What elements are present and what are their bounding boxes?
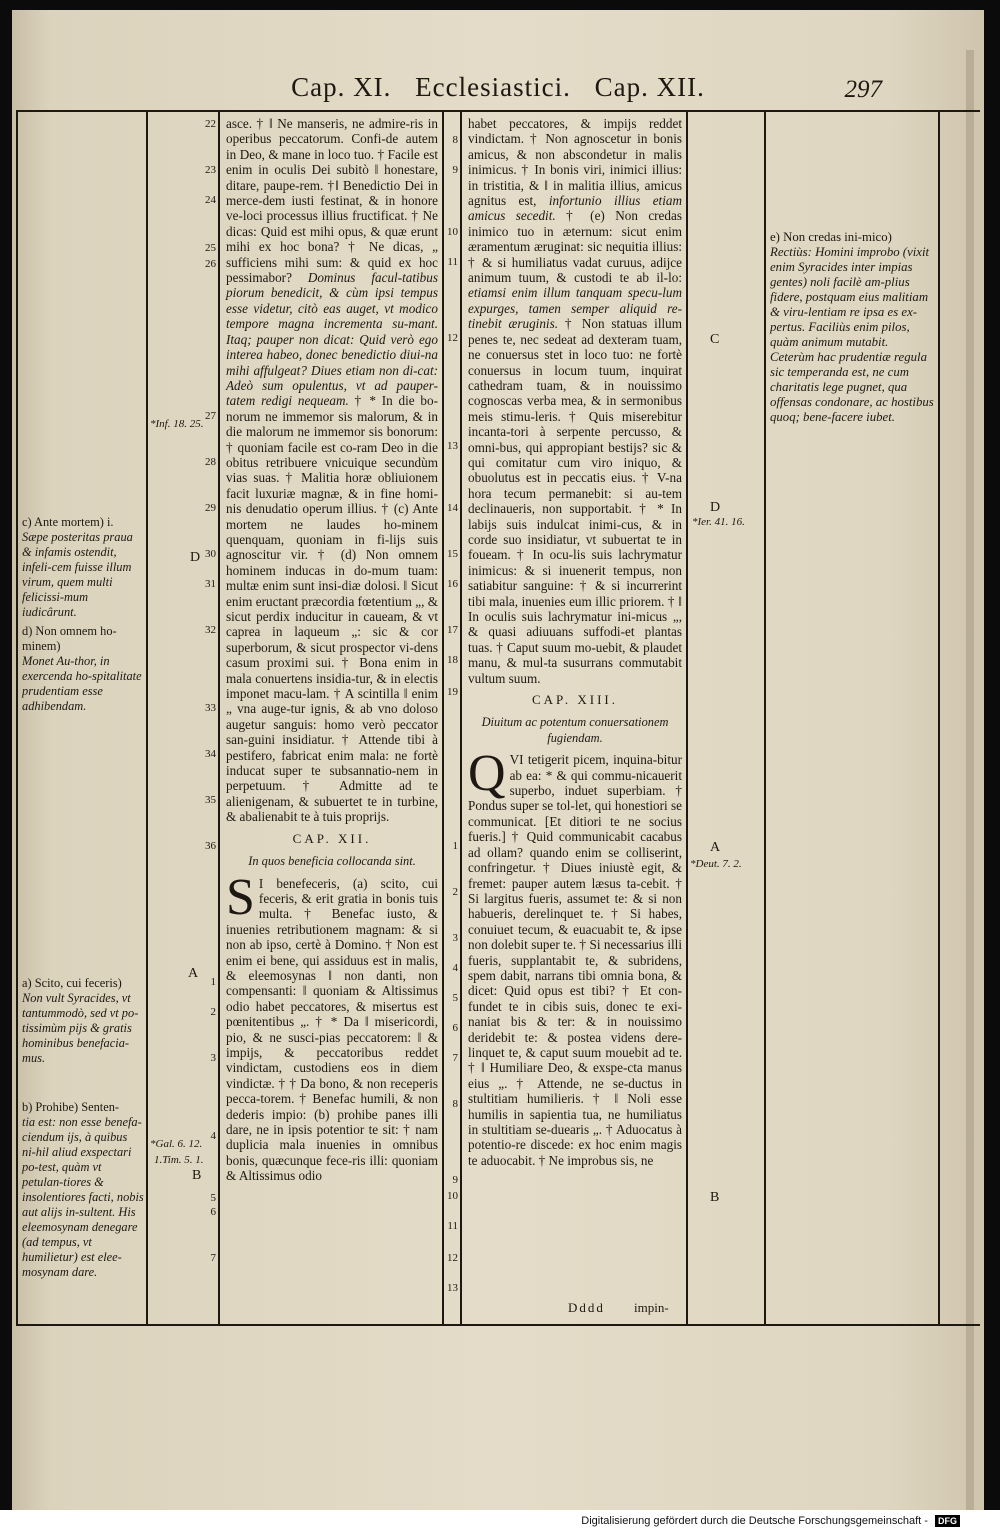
text-run: I benefeceris, (a) scito, cui feceris, & erit gratia in bonis tuis multa. † Benefac iusto, & inuenies retributionem magnam: & si non ab ipso, certè à Domino. † Non est enim ei bene, qui assiduus est in malis, & eleemosynas ‖ non danti, non compensanti: ‖ quoniam & Altissimus odio habet peccatores, & misertus est pœnitentibus „. † * Da ‖ misericordi, pio, & ne susci-pias peccatorem: ‖ & impijs, & peccatoribus reddet vindictam, custodiens eos in diem vindictæ. † † Da bono, & non receperis pecca-torem. † Benefac humili, & non dederis impio: (b) prohibe panes illi dare, ne in ipsis potentior te sit: † nam duplicia mala inuenies in omnibus bonis, quæcunque fece-ris illi: quoniam & Altissimus odio: [226, 875, 438, 1184]
note-body: Rectiùs: Homini improbo (vixit enim Syracides inter impias gentes) noli facilè am-plius fidere, postquam eius malitiam & viru-lentiam re ipsa es ex-pertus. Faciliùs enim pilos, quàm animum mutabit. Ceterùm hac prudentiæ regula sic temperanda est, ne cum charitatis lege pugnet, qua offensas condonare, ac hostibus quoq; bene-facere iubet.: [770, 245, 934, 424]
verse-number: 10: [447, 226, 458, 238]
verse-number: 5: [452, 992, 458, 1004]
text-column-1: [226, 116, 438, 1184]
crossref-gal: *Gal. 6. 12.: [150, 1138, 203, 1150]
verse-number: 3: [452, 932, 458, 944]
verse-number: 10: [447, 1190, 458, 1202]
paragraph: [468, 116, 682, 686]
italic-gloss: infortunio illius etiam amicus secedit.: [468, 193, 683, 224]
verse-number: 26: [205, 258, 216, 270]
note-rule-right: [764, 110, 766, 1326]
left-frame-rule: [16, 110, 18, 1326]
chapter-summary: In quos beneficia collocanda sint.: [248, 854, 416, 869]
verse-number: 11: [447, 256, 458, 268]
section-letter-d: D: [710, 500, 721, 515]
crossref-deut: *Deut. 7. 2.: [690, 858, 742, 870]
section-letter-b: B: [710, 1190, 720, 1205]
verse-number: 2: [452, 886, 458, 898]
verse-number: 29: [205, 502, 216, 514]
verse-number: 6: [210, 1206, 216, 1218]
text-run: asce. † ‖ Ne manseris, ne admire-ris in operibus peccatorum. Confi-de autem in Deo, & mane in loco tuo. † Facile est enim in oculis Dei subitò ‖ honestare, ditare, paupe-rem. †‖ Benedictio Dei in merce-dem iusti festinat, & in honore ve-loci processus illius fructificat. † Ne dicas: Quid est mihi opus, & quæ erunt mihi ex hoc bona? † Ne dicas, „ sufficiens mihi sum: & quid ex hoc pessimabor?: [226, 116, 438, 286]
margin-rule-left: [146, 110, 148, 1326]
note-body: Sæpe posteritas praua & infamis ostendit, infeli-cem fuisse illum virum, quem multi felicissi-mum iudicârunt.: [22, 530, 133, 619]
verse-number: 23: [205, 164, 216, 176]
paragraph: [226, 116, 438, 825]
text-run: † (e) Non credas inimico tuo in æternum: sicut enim æramentum æruginat: sic nequitia illius: † & si humiliatus vadat curuus, adijce animum tuum, & custodi te ab il-lo:: [468, 208, 682, 286]
verse-number: 32: [205, 624, 216, 636]
verse-number: 3: [210, 1052, 216, 1064]
verse-number: 1: [452, 840, 458, 852]
note-body: Non vult Syracides, vt tantummodò, sed vt po-tissimùm pijs & gratis hominibus benefacia-mus.: [22, 991, 139, 1065]
chapter-heading: CAP. XII.: [292, 830, 372, 846]
note-body: tia est: non esse benefa-ciendum ijs, à quibus ni-hil aliud exspectari po-test, quàm vt petulan-tiores & insolentiores facti, nobis aut alijs in-sultent. His eleemosynam denegare (ad tempus, vt humilietur) est elee-mosynam dare.: [22, 1115, 144, 1279]
section-letter-a: A: [188, 966, 199, 981]
text-column-2: [468, 116, 682, 1168]
verse-number: 14: [447, 502, 458, 514]
verse-number: 7: [452, 1052, 458, 1064]
verse-number: 22: [205, 118, 216, 130]
text-run: † * In die bo-norum ne immemor sis malorum, & in die malorum ne immemor sis bonorum: † quoniam facile est co-ram Deo in die obitus retribuere vnicuique secundùm vias suas. † Malitia horæ obliuionem facit luxuriæ magnæ, & in fine homi-nis denudatio operum illius. † (c) Ante mortem ne laudes ho-minem quenquam, quoniam in fi-lijs suis agnoscitur vir. † (d) Non omnem hominem inducas in do-mum tuam: multæ enim sunt insi-diæ dolosi. ‖ Sicut enim eructant præcordia fœtentium „, & sicut perdix inducitur in caueam, & vt caprea in laqueum „: sic & cor superborum, & sicut prospector vi-dens casum proximi sui. † Bona enim in mala conuertens insidia-tur, & in electis imponet macu-lam. † A scintilla ‖ enim „ vna auge-tur ignis, & ab vno doloso augetur sanguis: homo verò peccator san-guini insidiatur. † Attende tibi à pestifero, fabricat enim mala: ne fortè inducat super te subsannatio-nem in perpetuum. † Admitte ad te alienigenam, & subuertet te in turbine, & abalienabit te à tuis proprijs.: [226, 393, 438, 825]
section-letter-d: D: [190, 550, 201, 565]
note-body: Monet Au-thor, in exercenda ho-spitalitate prudentiam esse adhibendam.: [22, 654, 142, 713]
crossref-inf: *Inf. 18. 25.: [150, 418, 204, 430]
section-letter-b: B: [192, 1168, 202, 1183]
note-head: b) Prohibe) Senten-: [22, 1100, 120, 1114]
header-left: Cap. XI.: [291, 72, 392, 102]
note-b-left: [22, 1100, 144, 1280]
margin-rule-right: [686, 110, 688, 1326]
digitization-footer: [0, 1510, 1000, 1534]
chapter-summary: Diuitum ac potentum conuersationem fugiendam.: [481, 715, 669, 745]
text-run: habet peccatores, & impijs reddet vindictam. † Non agnoscetur in bonis amicus, & non abscondetur in malis inimicus. † In bonis viri, inimici illius: in tristitia, & ‖ in malitia illius, amicus agnitus est,: [468, 116, 682, 209]
text-run: VI tetigerit picem, inquina-bitur ab ea: * & qui commu-nicauerit superbo, induet superbiam. † Pondus super se tol-let, qui honestiori se communicat. [Et ditiori te ne socius fueris.] † Quid communicabit cacabus ad ollam? quando enim se colliserint, confringetur. † Diues iniustè egit, & fremet: pauper autem læsus ta-cebit. † Si largitus fueris, assumet te: & si non habueris, derelinquet te. † Si habes, conuiuet tecum, & euacuabit te, & ipse non dolebit super te. † Si necessarius illi fueris, supplantabit te, & subridens, spem dabit, narrans tibi omnia bona, & dicet: Quid opus est tibi? † Et con-fundet te in cibis suis, donec te exi-naniat bis & ter: & in nouissimo deridebit te: & postea videns dere-linquet te, & caput suum mouebit ad te. † ‖ Humiliare Deo, & exspe-cta manus eius „. † Attende, ne se-ductus in stultitiam humilieris. † ‖ Noli esse humilis in sapientia tua, ne humiliatus in stultitiam se-duearis „. † Aduocatus à potentio-re discede: ex hoc enim magis te aduocabit. † Ne improbus sis, ne: [468, 752, 682, 1168]
verse-number: 13: [447, 1282, 458, 1294]
verse-number: 16: [447, 578, 458, 590]
verse-number: 12: [447, 332, 458, 344]
italic-gloss: etiamsi enim illum tanquam specu-lum expurges, tamen semper aliquid re-tinebit æruginis.: [468, 285, 682, 332]
verse-number: 17: [447, 624, 458, 636]
book-page: [12, 10, 984, 1510]
note-a-left: [22, 976, 144, 1066]
crossref-ier: *Ier. 41. 16.: [692, 516, 745, 528]
verse-number: 6: [452, 1022, 458, 1034]
header-right: Cap. XII.: [594, 72, 705, 102]
header-rule: [16, 110, 980, 112]
verse-number: 33: [205, 702, 216, 714]
paragraph: [226, 868, 438, 1184]
note-head: a) Scito, cui feceris): [22, 976, 122, 990]
note-e-right: [770, 230, 934, 425]
note-c-left: [22, 515, 144, 620]
verse-number: 4: [452, 962, 458, 974]
verse-number: 36: [205, 840, 216, 852]
drop-cap: S: [226, 868, 255, 926]
italic-gloss: Dominus facul-tatibus piorum benedicit, & cùm ipsi tempus esse videtur, citò eas auget, vt modico tempore magna incrementa su-mant. Itaq; pauper non dicat: Quid verò ego interea habeo, donec benedictio diui-na mihi affulgeat? Diues etiam non di-cat: Adeò sum opulentus, vt ad pauper-tatem redigi nequeam.: [226, 270, 438, 409]
column-divider: [442, 110, 444, 1326]
verse-rule-left: [218, 110, 220, 1326]
verse-number: 12: [447, 1252, 458, 1264]
verse-number: 34: [205, 748, 216, 760]
verse-number: 13: [447, 440, 458, 452]
note-d-left: [22, 624, 144, 714]
right-frame-rule: [938, 110, 940, 1326]
footer-text: Digitalisierung gefördert durch die Deutsche Forschungsgemeinschaft -: [581, 1515, 928, 1527]
crossref-tim: 1.Tim. 5. 1.: [154, 1154, 204, 1166]
verse-number: 15: [447, 548, 458, 560]
page-edge: [966, 50, 974, 1510]
verse-number: 35: [205, 794, 216, 806]
verse-number: 25: [205, 242, 216, 254]
note-head: e) Non credas ini-mico): [770, 230, 892, 244]
verse-number: 30: [205, 548, 216, 560]
note-head: c) Ante mortem) i.: [22, 515, 114, 529]
verse-number: 19: [447, 686, 458, 698]
drop-cap: Q: [468, 745, 506, 803]
section-letter-a: A: [710, 840, 721, 855]
bottom-rule: [16, 1324, 980, 1326]
paragraph: [468, 745, 682, 1168]
verse-number: 24: [205, 194, 216, 206]
verse-number: 27: [205, 410, 216, 422]
verse-number: 7: [210, 1252, 216, 1264]
verse-number: 2: [210, 1006, 216, 1018]
verse-number: 8: [452, 134, 458, 146]
folio-number: 297: [844, 76, 882, 103]
verse-number: 9: [452, 1174, 458, 1186]
verse-number: 11: [447, 1220, 458, 1232]
header-title: [12, 72, 984, 103]
header-center: Ecclesiastici.: [415, 72, 571, 102]
signature-mark: Dddd: [568, 1300, 605, 1315]
verse-number: 18: [447, 654, 458, 666]
catchword: impin-: [634, 1300, 669, 1315]
text-run: † Non statuas illum penes te, nec sedeat ad dexteram tuam, ne conuersus stet in loco tuo: ne fortè conuersus in locum tuum, inquirat cathedram tuam, & in nouissimo cognoscas verba mea, & in sermonibus meis stimu-leris. † Quis miserebitur incanta-tori à serpente percusso, & omni-bus, qui appropiant bestijs? sic & qui comitatur cum viro iniquo, & obuolutus est in peccatis eius. † V-na hora tecum permanebit: si au-tem declinaueris, non supportabit. † * In labijs suis indulcat inimi-cus, & in corde suo insidiatur, vt subuertat te in foueam. † In ocu-lis suis lachrymatur inimicus: & si inuenerit tempus, non satiabitur sanguine: † & si incurrerint tibi mala, inuenies eum illic priorem. † ‖ In oculis suis lachrymatur ini-micus „, & quasi adiuuans suffodi-et plantas tuas. † Caput suum mo-uebit, & plaudet manu, & mul-ta susurrans commutabit vultum suum.: [468, 316, 683, 686]
verse-number: 4: [210, 1130, 216, 1142]
dfg-logo: DFG: [935, 1515, 960, 1527]
verse-number: 28: [205, 456, 216, 468]
verse-number: 31: [205, 578, 216, 590]
verse-number: 8: [452, 1098, 458, 1110]
verse-number: 5: [210, 1192, 216, 1204]
verse-number: 1: [210, 976, 216, 988]
section-letter-c: C: [710, 332, 720, 347]
verse-rule-mid: [460, 110, 462, 1326]
note-head: d) Non omnem ho-minem): [22, 624, 117, 653]
chapter-heading: CAP. XIII.: [532, 692, 618, 708]
verse-number: 9: [452, 164, 458, 176]
running-header: [12, 70, 984, 114]
